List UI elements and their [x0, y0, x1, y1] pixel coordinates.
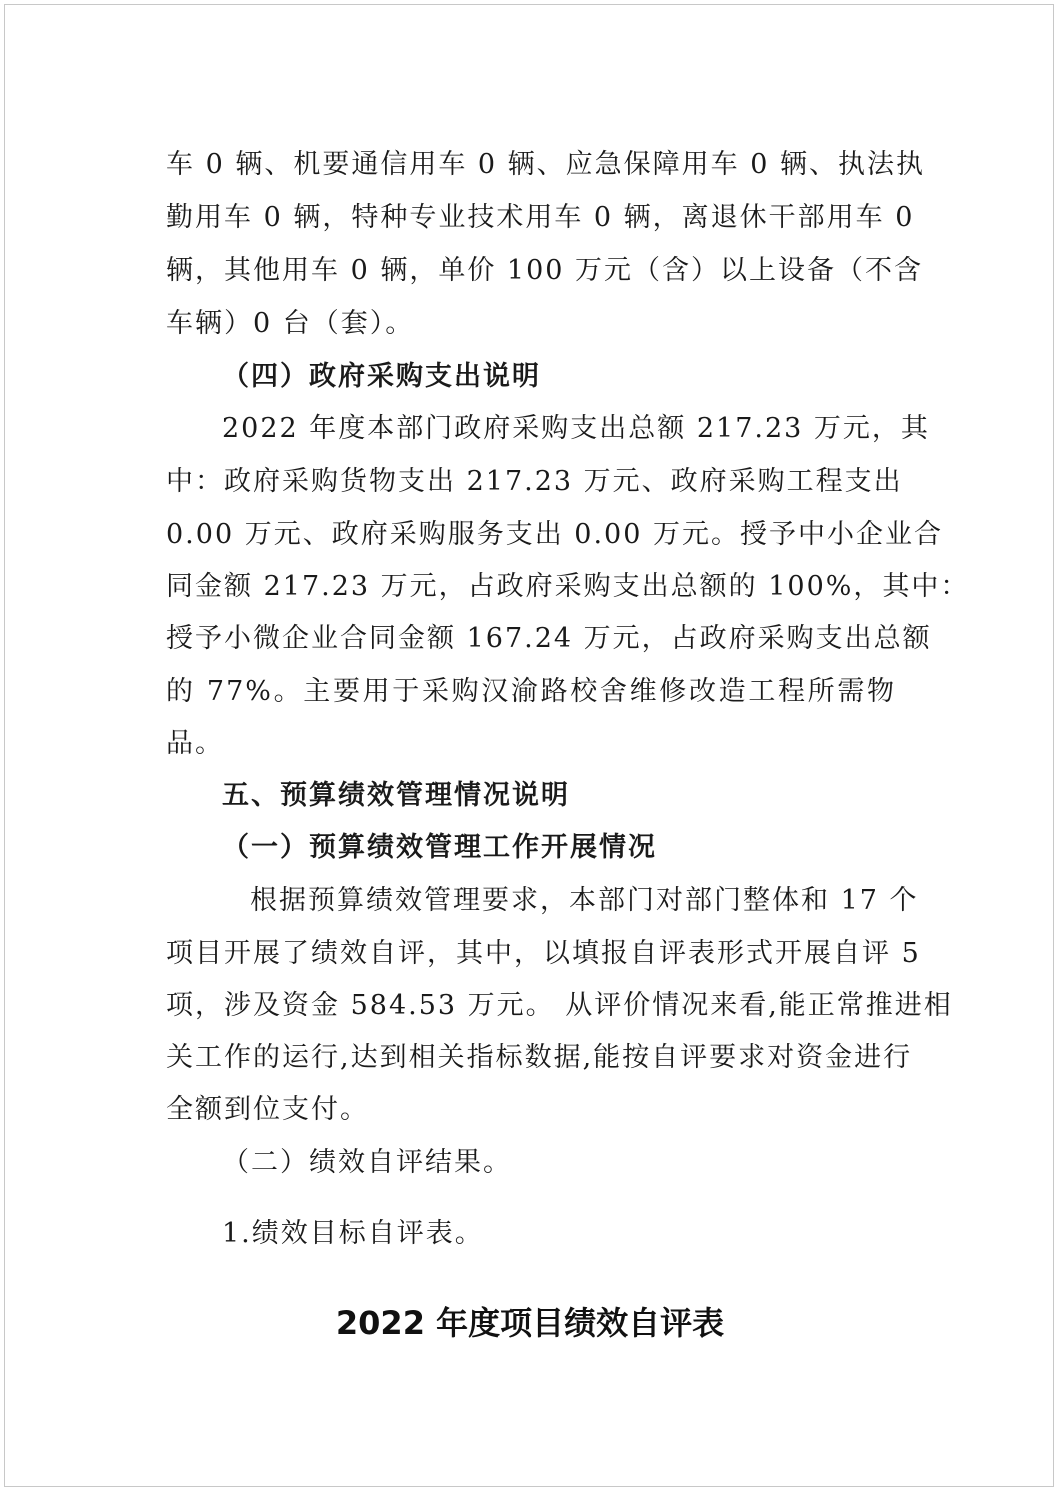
text-line: 勤用车 0 辆，特种专业技术用车 0 辆，离退休干部用车 0: [166, 202, 915, 233]
section-heading: （四）政府采购支出说明: [222, 361, 541, 392]
list-item: 1.绩效目标自评表。: [222, 1218, 484, 1249]
subsection-heading: （二）绩效自评结果。: [222, 1147, 512, 1178]
text-line: 0.00 万元、政府采购服务支出 0.00 万元。授予中小企业合: [166, 519, 943, 550]
text-line: 品。: [166, 728, 224, 759]
text-line: 中：政府采购货物支出 217.23 万元、政府采购工程支出: [166, 466, 903, 497]
text-line: 关工作的运行,达到相关指标数据,能按自评要求对资金进行: [166, 1042, 913, 1073]
table-title: 2022 年度项目绩效自评表: [335, 1304, 725, 1342]
text-line: 全额到位支付。: [166, 1094, 369, 1125]
text-line: 项目开展了绩效自评，其中，以填报自评表形式开展自评 5: [166, 938, 921, 969]
text-line: 车 0 辆、机要通信用车 0 辆、应急保障用车 0 辆、执法执: [166, 149, 926, 180]
text-line: 项，涉及资金 584.53 万元。 从评价情况来看,能正常推进相: [166, 990, 953, 1021]
section-heading: 五、预算绩效管理情况说明: [222, 780, 570, 811]
text-line: 授予小微企业合同金额 167.24 万元，占政府采购支出总额: [166, 623, 932, 654]
text-line: 车辆）0 台（套）。: [166, 308, 415, 339]
text-line: 辆，其他用车 0 辆，单价 100 万元（含）以上设备（不含: [166, 255, 924, 286]
text-line: 根据预算绩效管理要求，本部门对部门整体和 17 个: [250, 885, 919, 916]
subsection-heading: （一）预算绩效管理工作开展情况: [222, 832, 657, 863]
text-line: 的 77%。主要用于采购汉渝路校舍维修改造工程所需物: [166, 676, 896, 707]
text-line: 2022 年度本部门政府采购支出总额 217.23 万元，其: [222, 413, 930, 444]
text-line: 同金额 217.23 万元，占政府采购支出总额的 100%，其中：: [166, 571, 970, 602]
